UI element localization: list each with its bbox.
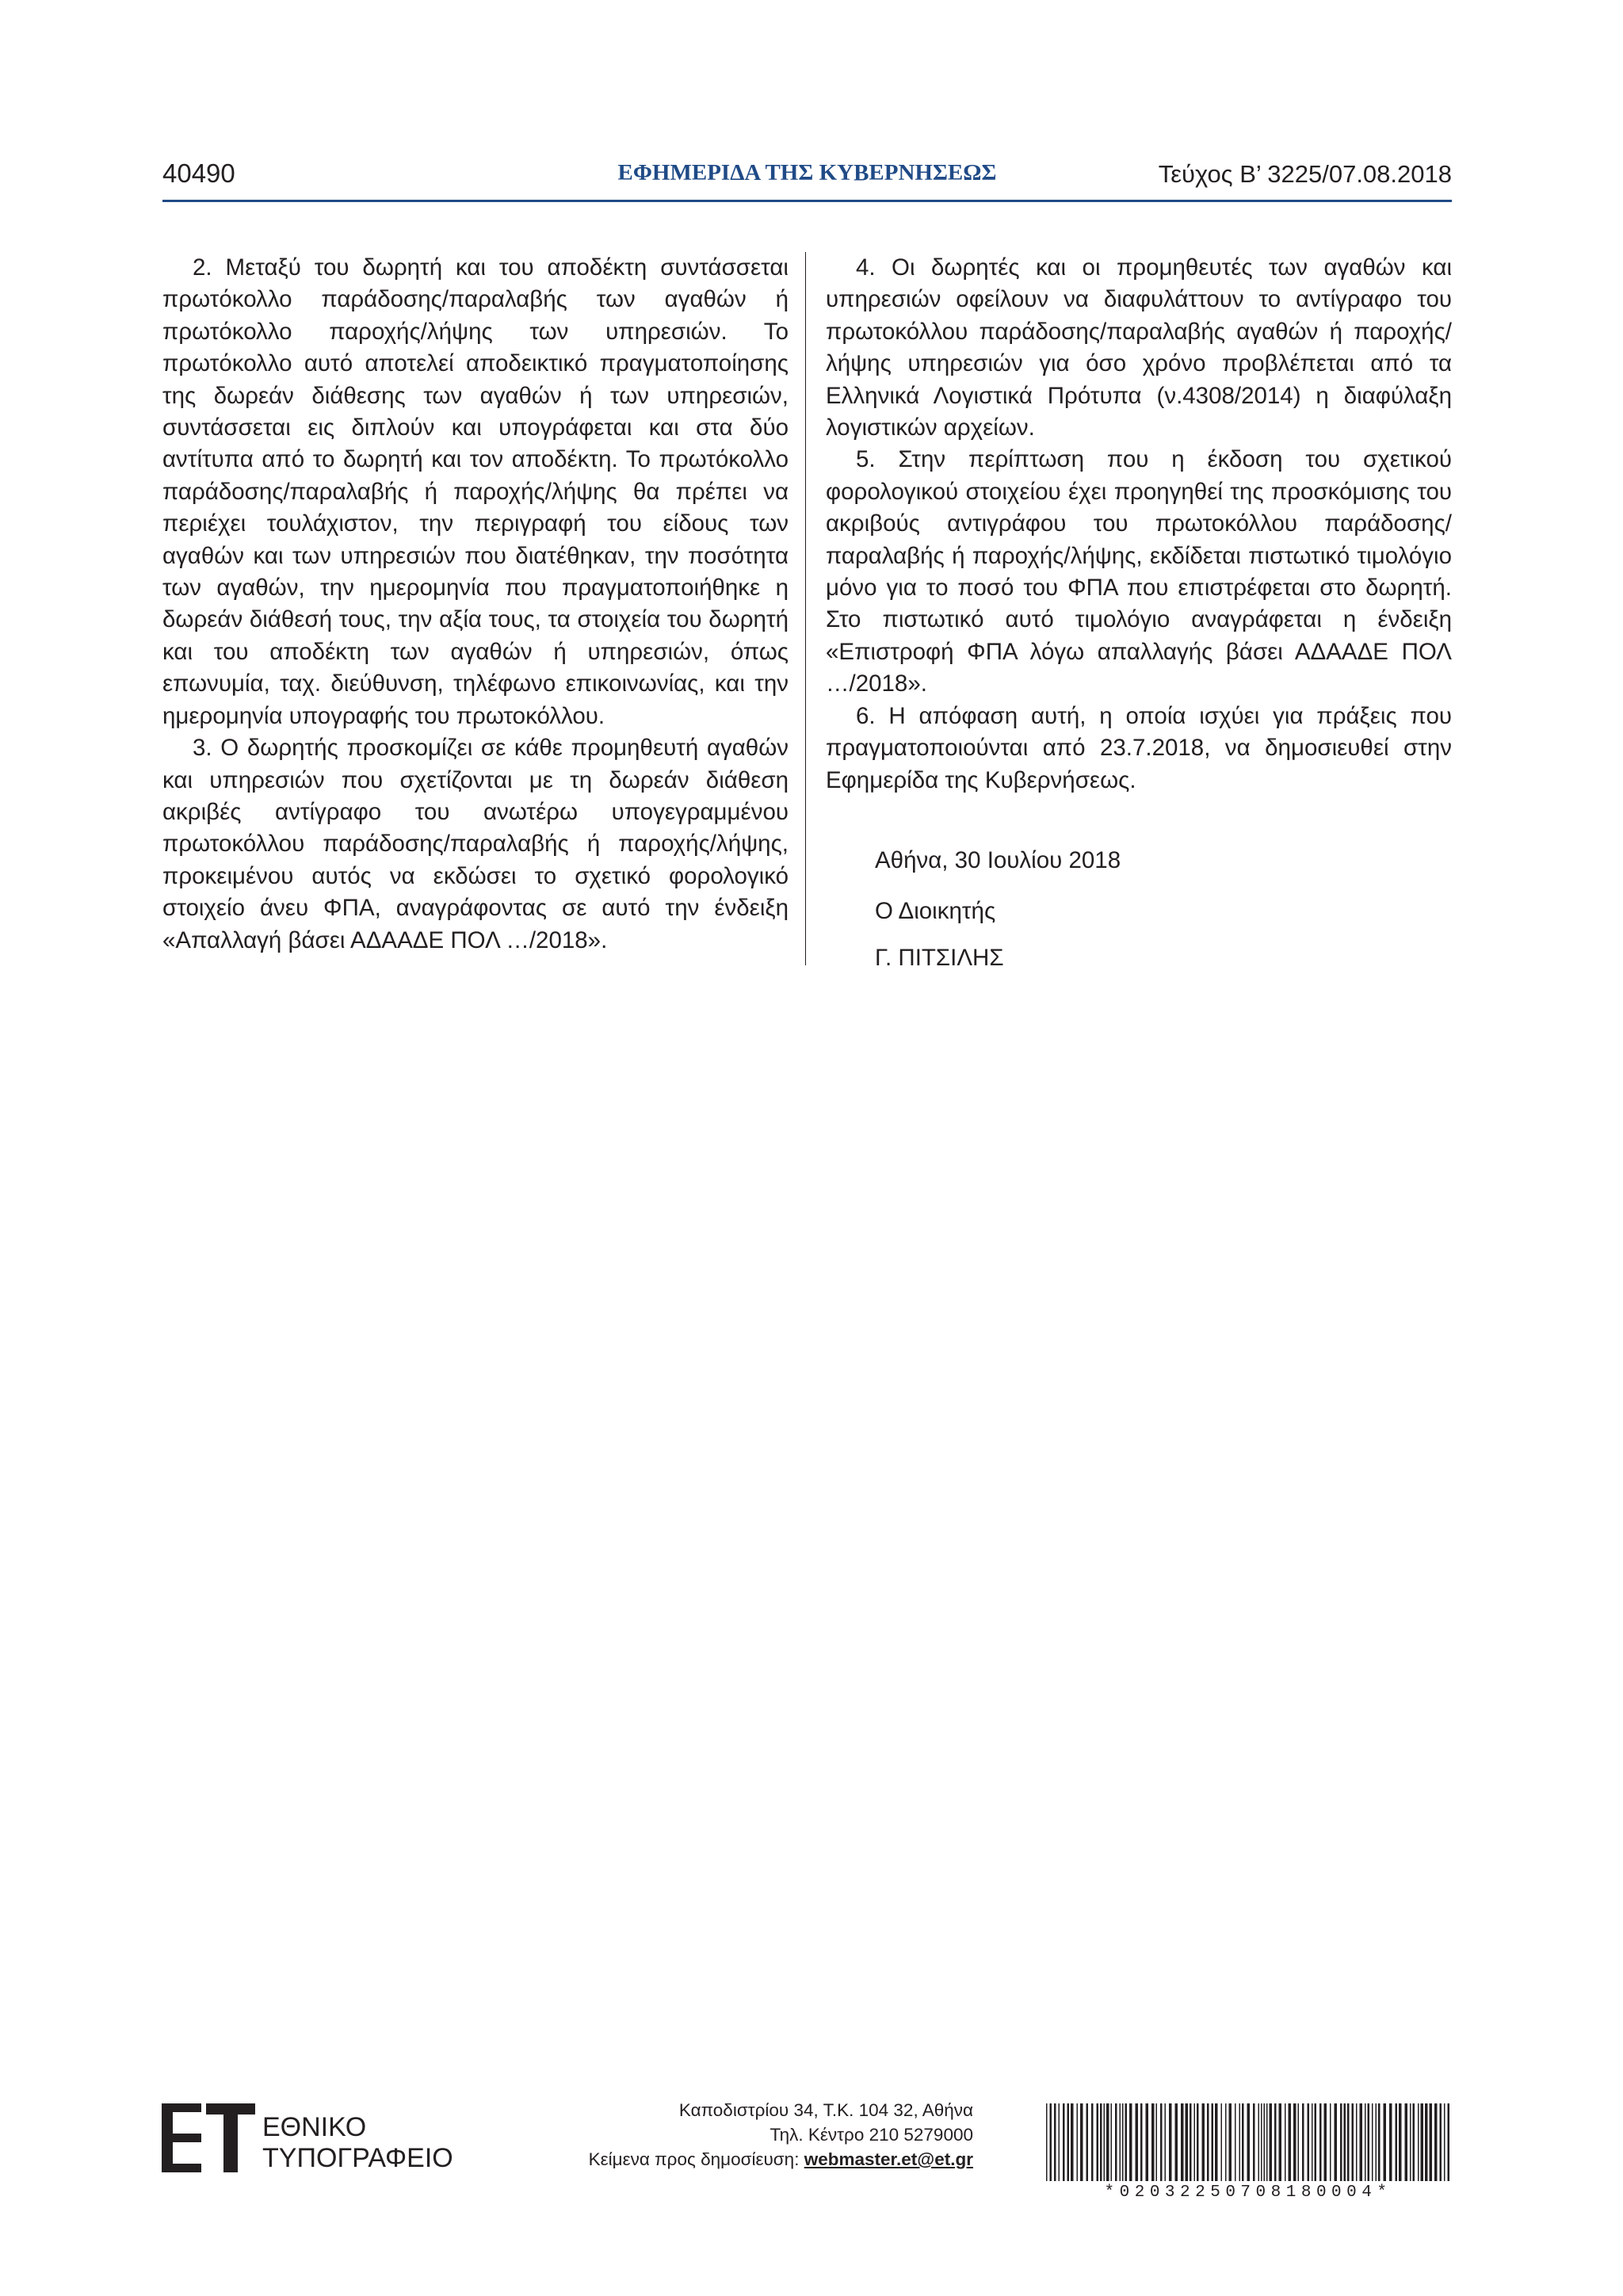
right-column	[826, 252, 1452, 797]
et-logo-icon	[162, 2103, 255, 2172]
phone-line: Τηλ. Κέντρο 210 5279000	[769, 2125, 973, 2145]
issue-number: Τεύχος Β’ 3225/07.08.2018	[1158, 160, 1452, 188]
page-number: 40490	[162, 159, 235, 188]
page-header	[162, 159, 1452, 200]
paragraph-6: 6. Η απόφαση αυτή, η οποία ισχύει για πράξεις που πραγματοποιούνται από 23.7.2018, να δημοσιευθεί στην Εφημερίδα της Κυβερνήσεως.	[826, 702, 1452, 793]
email-link[interactable]: webmaster.et@et.gr	[804, 2149, 973, 2169]
gazette-title: ΕΦΗΜΕΡΙΔΑ ΤΗΣ ΚΥΒΕΡΝΗΣΕΩΣ	[617, 160, 997, 185]
logo-text-line1: ΕΘΝΙΚΟ	[262, 2112, 367, 2142]
column-divider	[805, 252, 806, 965]
paragraph-5: 5. Στην περίπτωση που η έκδοση του σχετικού φορολογικού στοιχείου έχει προηγηθεί της προσκόμισης του ακριβούς αντιγράφου του πρωτοκόλλου παράδοσης/παραλαβής ή παροχής/λήψης, εκδίδεται πιστωτικό τιμολόγιο μόνο για το ποσό του ΦΠΑ που επιστρέφεται στο δωρητή. Στο πιστωτικό αυτό τιμολόγιο αναγράφεται η ένδειξη «Επιστροφή ΦΠΑ λόγω απαλλαγής βάσει ΑΔΑΑΔΕ ΠΟΛ …/2018».	[826, 446, 1452, 697]
logo-text-line2: ΤΥΠΟΓΡΑΦΕΙΟ	[262, 2143, 453, 2173]
publisher-address	[589, 2098, 973, 2172]
paragraph-4: 4. Οι δωρητές και οι προμηθευτές των αγαθών και υπηρεσιών οφείλουν να διαφυλάττουν το αντίγραφο του πρωτοκόλλου παράδοσης/παραλαβής αγαθών ή παροχής/λήψης υπηρεσιών για όσο χρόνο προβλέπεται από τα Ελληνικά Λογιστικά Πρότυπα (ν.4308/2014) η διαφύλαξη λογιστικών αρχείων.	[826, 254, 1452, 441]
paragraph-2: 2. Μεταξύ του δωρητή και του αποδέκτη συντάσσεται πρωτόκολλο παράδοσης/παραλαβής των αγαθών ή πρωτόκολλο παροχής/λήψης των υπηρεσιών. Το πρωτόκολλο αυτό αποτελεί αποδεικτικό πραγματοποίησης της δωρεάν διάθεσης των αγαθών ή των υπηρεσιών, συντάσσεται εις διπλούν και υπογράφεται και στα δύο αντίτυπα από το δωρητή και τον αποδέκτη. Το πρωτόκολλο παράδοσης/παραλαβής ή παροχής/λήψης θα πρέπει να περιέχει τουλάχιστον, την περιγραφή του είδους των αγαθών και των υπηρεσιών που διατέθηκαν, την ποσότητα των αγαθών, την ημερομηνία που πραγματοποιήθηκε η δωρεάν διάθεσή τους, την αξία τους, τα στοιχεία του δωρητή και του αποδέκτη των αγαθών ή υπηρεσιών, όπως επωνυμία, ταχ. διεύθυνση, τηλέφωνο επικοινωνίας, και την ημερομηνία υπογραφής του πρωτοκόλλου.	[162, 254, 789, 729]
left-column	[162, 252, 789, 957]
barcode-digits: *02032250708180004*	[1104, 2183, 1392, 2202]
email-line	[589, 2147, 973, 2172]
signature-place-date: Αθήνα, 30 Ιουλίου 2018	[875, 847, 1121, 873]
paragraph-3: 3. Ο δωρητής προσκομίζει σε κάθε προμηθευτή αγαθών και υπηρεσιών που σχετίζονται με τη δωρεάν διάθεση ακριβές αντίγραφο του ανωτέρω υπογεγραμμένου πρωτοκόλλου παράδοσης/παραλαβής ή παροχής/λήψης, προκειμένου αυτός να εκδώσει το σχετικό φορολογικό στοιχείο άνευ ΦΠΑ, αναγράφοντας σε αυτό την ένδειξη «Απαλλαγή βάσει ΑΔΑΑΔΕ ΠΟΛ …/2018».	[162, 735, 789, 953]
address-line: Καποδιστρίου 34, Τ.Κ. 104 32, Αθήνα	[678, 2100, 973, 2120]
signature-role: Ο Διοικητής	[875, 898, 996, 924]
signature-name: Γ. ΠΙΤΣΙΛΗΣ	[875, 945, 1004, 971]
email-label: Κείμενα προς δημοσίευση:	[588, 2149, 800, 2169]
barcode-icon	[1044, 2103, 1452, 2181]
header-rule	[162, 200, 1452, 202]
